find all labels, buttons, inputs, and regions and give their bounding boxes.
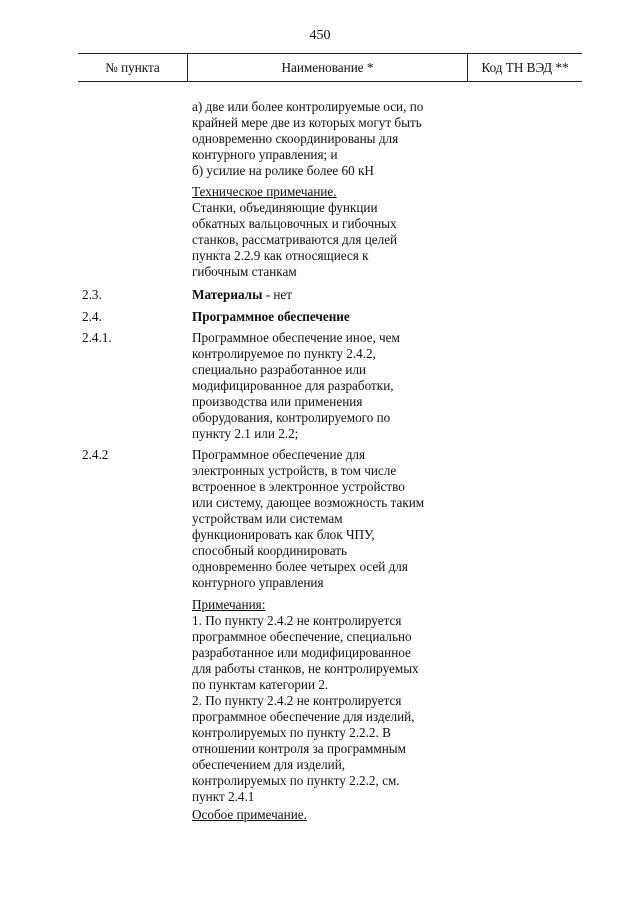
text-line: пункт 2.4.1 [192,789,255,804]
item-suffix: - нет [262,287,293,302]
text-line: отношении контроля за программным [192,741,406,756]
text-line: 2. По пункту 2.4.2 не контролируется [192,693,402,708]
text-line: обеспечением для изделий, [192,757,346,772]
text-line: 1. По пункту 2.4.2 не контролируется [192,613,402,628]
header-col-code: Код ТН ВЭД ** [481,59,569,75]
text-line: устройствам или системам [192,511,343,526]
item-number-2-3: 2.3. [82,287,102,302]
item-number-2-4-2: 2.4.2 [82,447,109,462]
text-line: Программное обеспечение для [192,447,366,462]
text-line: контролируемое по пункту 2.4.2, [192,346,376,361]
text-line: для работы станков, не контролируемых [192,661,419,676]
text-line: Станки, объединяющие функции [192,200,378,215]
text-line: оборудования, контролируемого по [192,410,391,425]
text-line: или систему, дающее возможность таким [192,495,425,510]
item-title: Материалы [192,287,263,302]
table-header [78,53,582,82]
item-number-2-4: 2.4. [82,309,102,324]
text-line: контролируемых по пункту 2.2.2, см. [192,773,400,788]
special-note-title: Особое примечание. [192,807,307,822]
text-line: программное обеспечение для изделий, [192,709,415,724]
notes-title: Примечания: [192,597,266,612]
text-line: разработанное или модифицированное [192,645,411,660]
text-line: контурного управления; и [192,147,338,162]
text-line: программное обеспечение, специально [192,629,412,644]
technical-note-title: Техническое примечание. [192,184,337,199]
special-note [192,807,462,823]
page-number: 450 [309,28,331,43]
text-line: по пунктам категории 2. [192,677,329,692]
technical-note [192,184,462,280]
text-line: одновременно скоординированы для [192,131,399,146]
text-line: пункту 2.1 или 2.2; [192,426,299,441]
item-2-4-2 [192,447,462,591]
text-line: контурного управления [192,575,324,590]
item-2-4-1 [192,330,462,442]
notes-section [192,597,462,805]
text-line: станков, рассматриваются для целей [192,232,398,247]
text-line: контролируемых по пункту 2.2.2. В [192,725,391,740]
text-line: способный координировать [192,543,348,558]
header-col-name: Наименование * [188,54,468,81]
text-line: а) две или более контролируемые оси, по [192,99,424,114]
text-line: встроенное в электронное устройство [192,479,405,494]
text-line: обкатных вальцовочных и гибочных [192,216,397,231]
text-line: функционировать как блок ЧПУ, [192,527,375,542]
item-title: Программное обеспечение [192,309,350,324]
text-line: пункта 2.2.9 как относящиеся к [192,248,369,263]
text-line: модифицированное для разработки, [192,378,394,393]
item-2-3 [192,287,462,303]
text-line: электронных устройств, в том числе [192,463,397,478]
text-line: Программное обеспечение иное, чем [192,330,400,345]
header-col-number: № пункта [78,54,188,81]
text-line: производства или применения [192,394,363,409]
item-2-4 [192,309,462,325]
text-line: б) усилие на ролике более 60 кН [192,163,374,178]
item-number-2-4-1: 2.4.1. [82,330,112,345]
text-line: одновременно более четырех осей для [192,559,408,574]
text-line: крайней мере две из которых могут быть [192,115,422,130]
text-line: гибочным станкам [192,264,297,279]
continuation-text [192,99,462,179]
text-line: специально разработанное или [192,362,367,377]
